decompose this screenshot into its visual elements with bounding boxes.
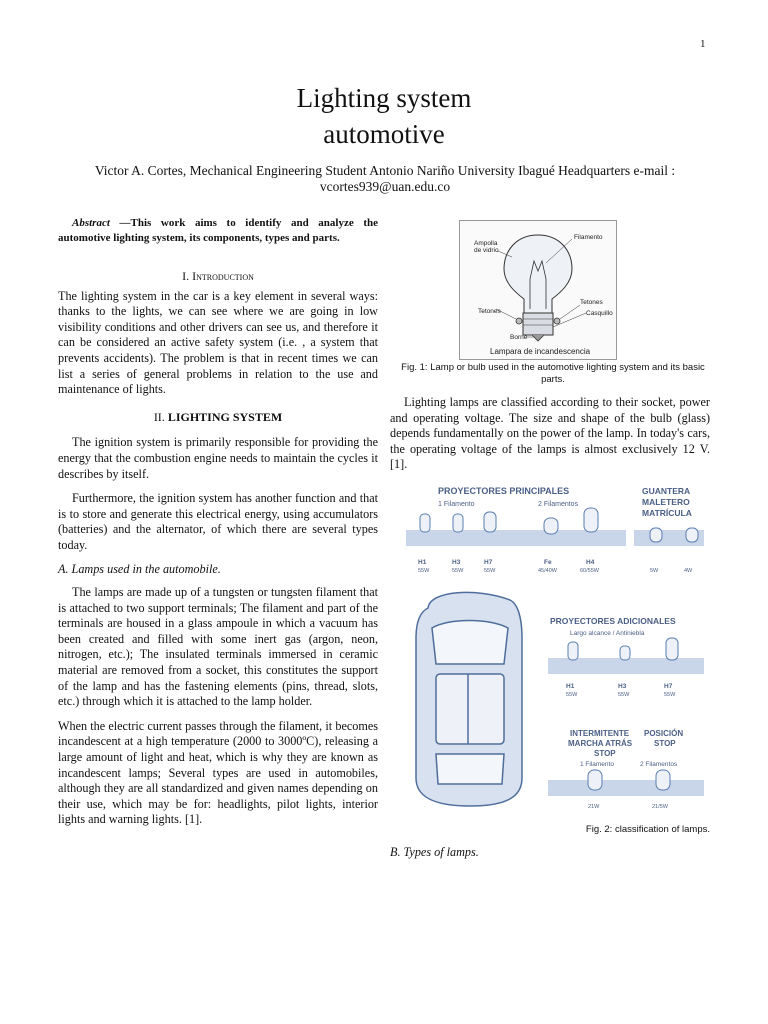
label-matricula: MATRÍCULA	[642, 508, 692, 518]
label-add-h7-watts: 55W	[664, 692, 676, 698]
label-maletero: MALETERO	[642, 497, 690, 507]
section-number: I.	[182, 269, 190, 283]
section-number: II.	[153, 409, 165, 424]
label-proyectores-principales: PROYECTORES PRINCIPALES	[438, 486, 570, 496]
label-h3: H3	[452, 559, 461, 566]
label-de-vidrio: de vidrio	[474, 247, 499, 254]
label-add-h3: H3	[618, 683, 627, 690]
label-posicion: POSICIÓN	[644, 729, 684, 738]
paragraph-intro: The lighting system in the car is a key element in several ways: thanks to the lights, we can see where we are going in low visibility conditions and other drivers can see us, and therefore it can be considered an active safety system (i.e. , a system that prevents accidents). The problem is that in recent times we can list a series of general problems in relation to the use and maintenance of lights.	[58, 288, 378, 397]
paragraph-classification: Lighting lamps are classified according to their socket, power and operating voltage. The size and shape of the bulb (glass) depends fundamentally on the power of the lamp. In today's cars, the operating voltage of the lamps is almost exclusively 12 V. [1].	[390, 395, 710, 472]
subsection-heading-lamps: A. Lamps used in the automobile.	[58, 561, 221, 576]
label-inter-filamento: 1 Filamento	[580, 761, 614, 768]
left-column	[58, 216, 378, 828]
label-add-h1-watts: 55W	[566, 692, 578, 698]
label-lampara: Lampara de incandescencia	[490, 347, 591, 356]
label-add-h3-watts: 55W	[618, 692, 630, 698]
label-2-filamentos: 2 Filamentos	[538, 501, 579, 508]
label-1-filamento: 1 Filamento	[438, 501, 475, 508]
figure-lamp-classification	[398, 478, 710, 818]
label-add-h7: H7	[664, 683, 673, 690]
label-stop-1: STOP	[594, 749, 616, 758]
label-h3-watts: 55W	[452, 568, 464, 574]
label-stop-2: STOP	[654, 739, 676, 748]
label-h1-watts: 55W	[418, 568, 430, 574]
figure-1-caption: Fig. 1: Lamp or bulb used in the automotive lighting system and its basic parts.	[401, 362, 705, 385]
label-h1: H1	[418, 559, 427, 566]
subsection-heading-types: B. Types of lamps.	[390, 845, 479, 859]
car-illustration	[416, 592, 522, 806]
author-line: Victor A. Cortes, Mechanical Engineering Student Antonio Nariño University Ibagué Headquarters e-mail : vcortes939@uan.edu.co	[94, 163, 676, 194]
band-signals	[548, 780, 704, 796]
label-4w: 4W	[684, 568, 693, 574]
label-tetones-left: Tetones	[478, 308, 501, 315]
label-ampolla: Ampolla	[474, 240, 498, 247]
label-h4-watts: 60/55W	[580, 568, 599, 574]
label-h7: H7	[484, 559, 493, 566]
label-marcha-atras: MARCHA ATRÁS	[568, 739, 633, 748]
label-h7-watts: 55W	[484, 568, 496, 574]
label-21w: 21W	[588, 804, 600, 810]
figure-2-caption: Fig. 2: classification of lamps.	[585, 824, 710, 835]
label-largo-alcance: Largo alcance / Antiniebla	[570, 630, 645, 637]
label-borne: Borne	[510, 334, 528, 341]
label-intermitente: INTERMITENTE	[570, 729, 630, 738]
label-guantera: GUANTERA	[642, 486, 691, 496]
title-line-2: automotive	[323, 119, 445, 149]
label-fe: Fe	[544, 559, 552, 566]
socket-shape	[523, 313, 553, 335]
label-5w: 5W	[650, 568, 659, 574]
label-filamento: Filamento	[574, 234, 603, 241]
paragraph-lamps-1: The lamps are made up of a tungsten or tungsten filament that is attached to two support terminals; The filament and part of the terminals are housed in a glass ampoule in which a vacuum has been created and filled with some inert gas (argon, neon, nitrogen, etc.); The insulated terminals immersed in ceramic material are removed from a socket, this constitutes the support of the lamp and has the fastening elements (pins, thread, slots, etc.) through which it is attached to the lamp holder.	[58, 585, 378, 709]
label-pos-filamentos: 2 Filamentos	[640, 761, 678, 768]
abstract-text: —This work aims to identify and analyze the automotive lighting system, its components, types and parts.	[58, 217, 378, 244]
label-tetones-right: Tetones	[580, 299, 603, 306]
label-h4: H4	[586, 559, 595, 566]
label-21-5w: 21/5W	[652, 804, 668, 810]
abstract	[58, 216, 378, 245]
label-add-h1: H1	[566, 683, 575, 690]
right-column	[390, 395, 710, 473]
label-proyectores-adicionales: PROYECTORES ADICIONALES	[550, 616, 676, 626]
section-heading-lighting-system	[58, 410, 378, 426]
paragraph-ignition-2: Furthermore, the ignition system has another function and that is to store and generate this electrical energy, using accumulators (batteries) and the alternator, of which there are several types today.	[58, 491, 378, 552]
abstract-label: Abstract	[72, 217, 110, 229]
bulb-glass-shape	[504, 235, 572, 313]
label-casquillo: Casquillo	[586, 310, 613, 317]
paragraph-ignition-1: The ignition system is primarily responsible for providing the energy that the combustion engine needs to maintain the cycles it describes by itself.	[58, 435, 378, 481]
title-line-1: Lighting system	[296, 83, 472, 113]
label-fe-watts: 45/40W	[538, 568, 557, 574]
section-title: LIGHTING SYSTEM	[167, 409, 283, 424]
paragraph-lamps-2: When the electric current passes through the filament, it becomes incandescent at a high temperature (2000 to 3000ºC), releasing a large amount of light and heat, which is why they are known as incandescent lamps; Several types are used in automobiles, although they are all standardized and given names depending on their use, which may be for: headlights, pilot lights, interior lights and warning lights. [1].	[58, 718, 378, 827]
paper-title	[0, 80, 768, 152]
figure-bulb	[459, 220, 617, 360]
section-title: Introduction	[192, 269, 254, 283]
page-number: 1	[700, 38, 706, 50]
section-heading-introduction	[58, 269, 378, 285]
